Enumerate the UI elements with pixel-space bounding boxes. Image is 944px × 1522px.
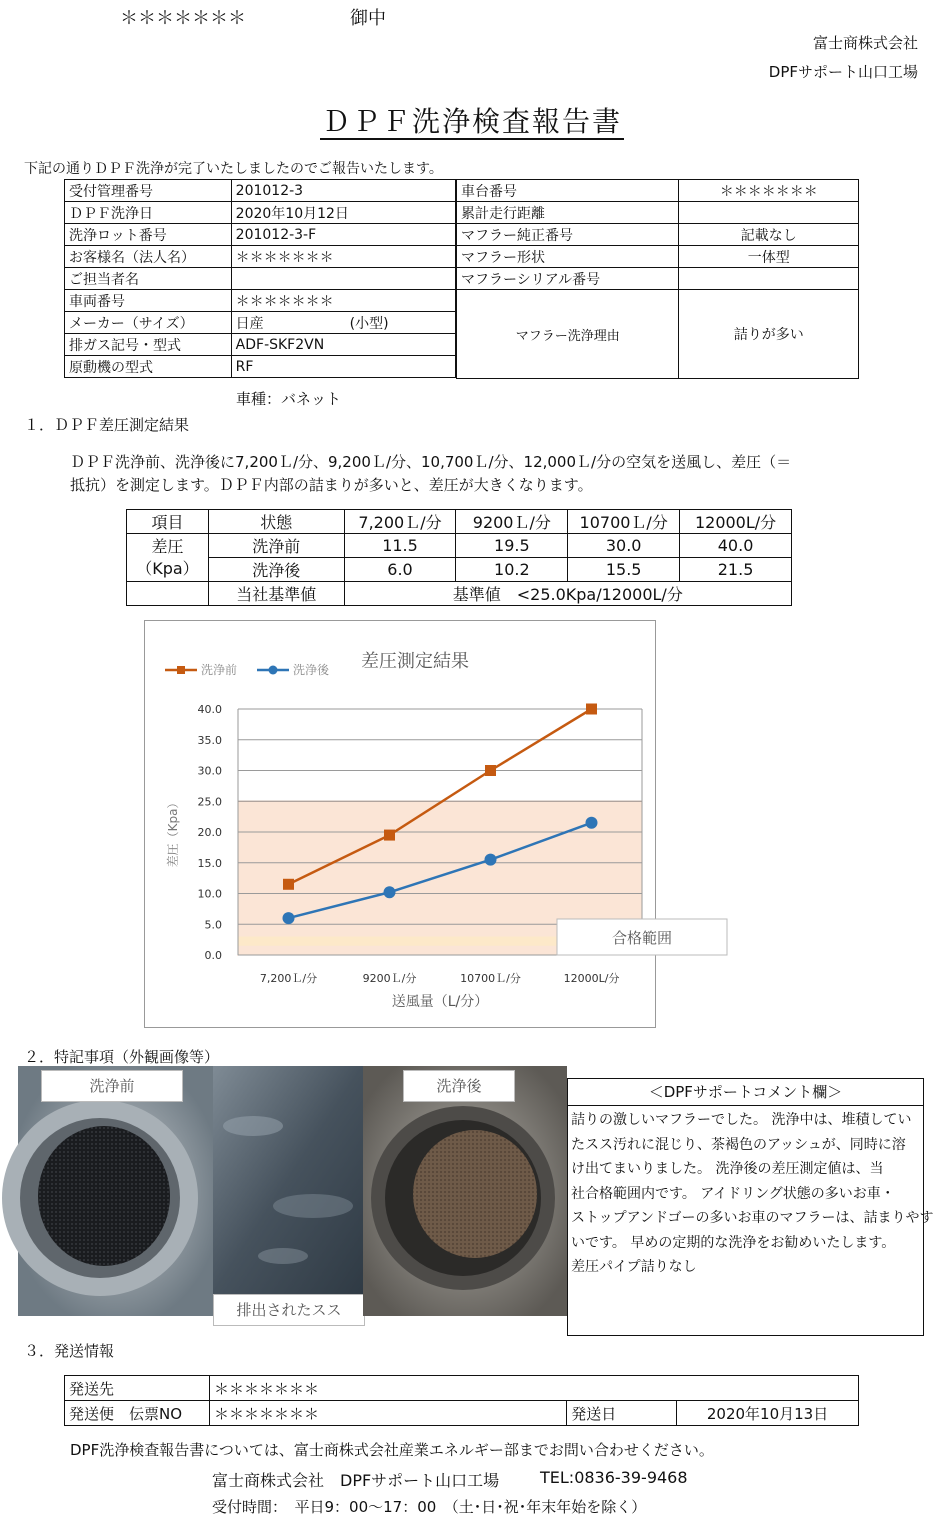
pressure-table [126,509,792,606]
info-value: 記載なし [679,224,859,246]
info-label: ご担当者名 [65,268,232,290]
y-tick-label: 15.0 [197,856,222,870]
info-value [231,312,455,334]
header-flow-2: 9200Ｌ/分 [456,510,568,534]
data-point [384,830,395,841]
standard-empty-cell [127,582,209,606]
before-value-4: 40.0 [680,534,792,558]
info-row [65,356,456,378]
y-axis-title: 差圧（Kpa） [166,796,180,868]
info-row [457,268,859,290]
legend-marker [269,666,278,675]
y-tick-label: 10.0 [197,887,222,901]
info-row [65,312,456,334]
info-row [65,268,456,290]
before-label: 洗浄前 [208,534,344,558]
section3-heading: ３．発送情報 [24,1342,115,1360]
info-label: 原動機の型式 [65,356,232,378]
before-value-2: 19.5 [456,534,568,558]
factory-name: DPFサポート山口工場 [768,63,918,81]
footer-hours: 受付時間： 平日9：00～17：00 （土･日･祝･年末年始を除く） [212,1498,647,1516]
comment-line: け出てまいりました。 洗浄後の差圧測定値は、当 [571,1161,884,1177]
info-label: マフラー形状 [457,246,679,268]
info-label: 車両番号 [65,290,232,312]
info-label: 洗浄ロット番号 [65,224,232,246]
info-value: 2020年10月12日 [231,202,455,224]
dpf-before-image [18,1066,213,1316]
vehicle-info-table [456,179,859,379]
comment-line: 社合格範囲内です。 アイドリング状態の多いお車・ [571,1185,895,1202]
chart-frame [144,620,673,1028]
pressure-row-label [127,534,209,582]
info-value: 201012-3-F [231,224,455,246]
section1-desc-2: 抵抗）を測定します。ＤＰＦ内部の詰まりが多いと、差圧が大きくなります。 [70,476,593,494]
recipient-name: ＊＊＊＊＊＊＊ [120,8,246,29]
info-value [679,268,859,290]
after-value-3: 15.5 [568,558,680,582]
ship-date-label: 発送日 [567,1401,677,1426]
info-value: ＊＊＊＊＊＊＊ [679,180,859,202]
data-point [283,879,294,890]
vehicle-type: 車種：バネット [236,390,342,408]
x-tick-label: 9200Ｌ/分 [362,972,417,985]
chart-title: 差圧測定結果 [361,651,469,672]
footer-company: 富士商株式会社 DPFサポート山口工場 [212,1471,500,1490]
y-tick-label: 0.0 [204,949,222,962]
header-state: 状態 [208,510,344,534]
photo-soot [213,1066,363,1294]
muffler-reason-value: 詰りが多い [679,290,859,379]
data-point [485,854,497,866]
after-value-4: 21.5 [680,558,792,582]
info-label: 累計走行距離 [457,202,679,224]
photo-after [363,1066,567,1316]
comment-line: いです。 早めの定期的な洗浄をお勧めいたします。 [571,1234,896,1251]
data-point [384,886,396,898]
maker-size: (小型) [349,315,389,332]
standard-row [127,582,792,606]
standard-label: 当社基準値 [208,582,344,606]
info-value: ADF-SKF2VN [231,334,455,356]
report-title: ＤＰＦ洗浄検査報告書 [321,105,622,138]
x-tick-label: 10700Ｌ/分 [460,972,521,985]
honorific: 御中 [350,8,386,29]
muffler-reason-label: マフラー洗浄理由 [457,290,679,379]
before-row [127,534,792,558]
data-point [485,765,496,776]
info-value: 201012-3 [231,180,455,202]
pass-range-label: 合格範囲 [611,929,673,947]
photo-soot-label: 排出されたスス [213,1294,365,1326]
info-label: マフラーシリアル番号 [457,268,679,290]
legend-label: 洗浄前 [201,663,238,677]
x-tick-label: 12000L/分 [563,972,620,985]
info-label: マフラー純正番号 [457,224,679,246]
info-row [65,202,456,224]
info-row [65,180,456,202]
data-point [586,817,598,829]
ship-dest-value: ＊＊＊＊＊＊＊ [209,1376,858,1401]
info-label: お客様名（法人名） [65,246,232,268]
standard-value: 基準値 <25.0Kpa/12000L/分 [344,582,791,606]
info-row [65,334,456,356]
before-value-1: 11.5 [344,534,456,558]
info-row [457,224,859,246]
info-row [457,246,859,268]
header-flow-4: 12000L/分 [680,510,792,534]
photo-before [18,1066,213,1316]
ship-carrier-value: ＊＊＊＊＊＊＊ [209,1401,566,1426]
info-row [457,202,859,224]
info-value: ＊＊＊＊＊＊＊ [231,246,455,268]
header-item: 項目 [127,510,209,534]
after-label: 洗浄後 [208,558,344,582]
comment-line: ストップアンドゴーの多いお車のマフラーは、詰まりやす [571,1210,934,1226]
comment-box [567,1078,934,1336]
legend-marker [177,666,185,674]
after-value-1: 6.0 [344,558,456,582]
x-tick-label: 7,200Ｌ/分 [259,972,318,985]
info-row [65,290,456,312]
y-tick-label: 40.0 [197,703,222,716]
dpf-after-image [363,1066,567,1316]
info-label: ＤＰＦ洗浄日 [65,202,232,224]
y-tick-label: 35.0 [197,733,222,747]
before-value-3: 30.0 [568,534,680,558]
photo-after-label: 洗浄後 [403,1070,515,1102]
shipping-carrier-row [65,1401,859,1426]
info-label: 排ガス記号・型式 [65,334,232,356]
pressure-unit: （Kpa） [136,558,199,578]
customer-info-table [64,179,456,378]
section1-heading: １．ＤＰＦ差圧測定結果 [24,416,190,434]
footer-contact-note: DPF洗浄検査報告書については、富士商株式会社産業エネルギー部までお問い合わせください。 [70,1441,714,1459]
info-value: RF [231,356,455,378]
info-row [65,246,456,268]
soot-image [213,1066,363,1294]
ship-dest-label: 発送先 [65,1376,210,1401]
info-value [231,268,455,290]
info-label: 車台番号 [457,180,679,202]
maker-name: 日産 [235,315,264,332]
ship-date-value: 2020年10月13日 [677,1401,859,1426]
footer-tel: TEL:0836-39-9468 [540,1468,688,1487]
info-value: ＊＊＊＊＊＊＊ [231,290,455,312]
y-tick-label: 30.0 [197,764,222,778]
y-tick-label: 20.0 [197,826,222,839]
comment-line: たスス汚れに混じり、茶褐色のアッシュが、同時に溶 [571,1136,906,1153]
y-tick-label: 25.0 [197,795,222,809]
comment-body [568,1106,934,1282]
comment-title: ＜DPFサポートコメント欄＞ [568,1079,923,1106]
section2-heading: ２．特記事項（外観画像等） [24,1048,220,1066]
info-value: 一体型 [679,246,859,268]
company-name: 富士商株式会社 [812,34,918,52]
info-value [679,202,859,224]
header-flow-3: 10700Ｌ/分 [568,510,680,534]
photo-before-label: 洗浄前 [41,1070,183,1102]
x-axis-title: 送風量（L/分） [391,994,489,1010]
report-title-wrap [0,100,944,140]
pressure-label: 差圧 [151,536,184,556]
comment-line: 差圧パイプ詰りなし [571,1259,697,1275]
info-row [457,180,859,202]
pressure-table-header [127,510,792,534]
after-value-2: 10.2 [456,558,568,582]
y-tick-label: 5.0 [204,918,222,932]
info-label: 受付管理番号 [65,180,232,202]
comment-line: 詰りの激しいマフラーでした。 洗浄中は、堆積してい [571,1112,912,1128]
data-point [283,912,295,924]
ship-carrier-label: 発送便 伝票NO [65,1401,210,1426]
section1-desc-1: ＤＰＦ洗浄前、洗浄後に7,200Ｌ/分、9,200Ｌ/分、10,700Ｌ/分、12,000Ｌ/分の空気を送風し、差圧（＝ [70,453,792,471]
legend-label: 洗浄後 [293,663,330,677]
intro-text: 下記の通りＤＰＦ洗浄が完了いたしましたのでご報告いたします。 [24,161,443,177]
pressure-chart [145,621,673,1027]
after-row [127,558,792,582]
shipping-table [64,1375,859,1426]
shipping-dest-row [65,1376,859,1401]
info-label: メーカー（サイズ） [65,312,232,334]
info-row [65,224,456,246]
data-point [586,704,597,715]
header-flow-1: 7,200Ｌ/分 [344,510,456,534]
